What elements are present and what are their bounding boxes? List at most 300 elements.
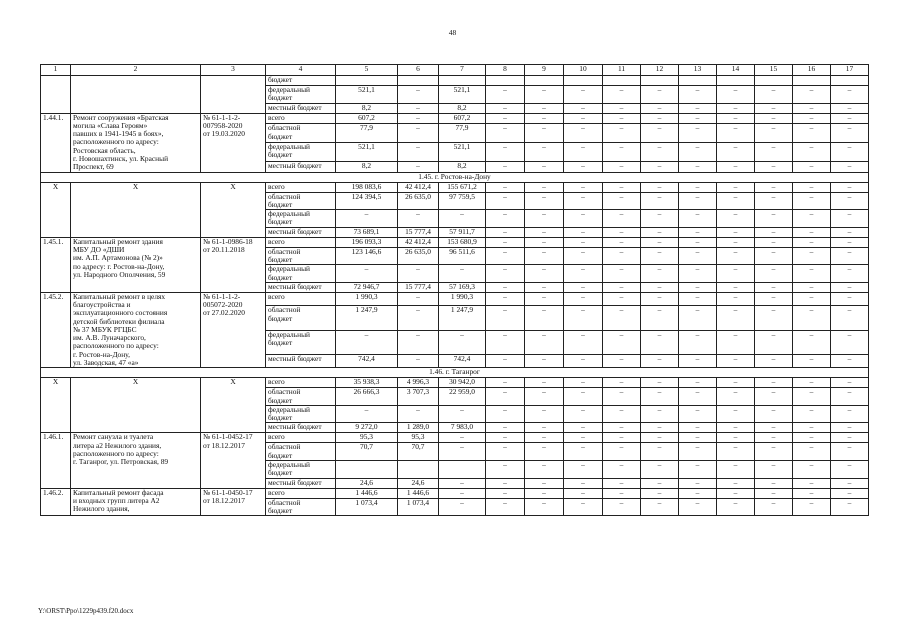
value-later-year: –	[679, 405, 717, 423]
value-later-year: –	[755, 86, 793, 104]
value-later-year: –	[793, 265, 831, 283]
value-later-year: –	[486, 405, 525, 423]
value-later-year: –	[831, 388, 869, 406]
value-later-year: –	[679, 103, 717, 113]
value-later-year: –	[679, 210, 717, 228]
value-year-1: 15 777,4	[398, 227, 439, 237]
value-year-2: 96 511,6	[439, 247, 486, 265]
value-later-year: –	[603, 378, 641, 388]
value-later-year: –	[717, 405, 755, 423]
value-later-year: –	[755, 113, 793, 124]
value-later-year: –	[831, 265, 869, 283]
value-later-year: –	[641, 103, 679, 113]
value-later-year: –	[564, 330, 603, 354]
value-later-year: –	[525, 113, 564, 124]
value-later-year: –	[564, 488, 603, 498]
value-later-year: –	[486, 237, 525, 247]
value-later-year: –	[603, 443, 641, 461]
funding-source: местный бюджет	[266, 282, 336, 292]
funding-source: областной бюджет	[266, 443, 336, 461]
table-row	[41, 237, 869, 247]
value-later-year: –	[679, 113, 717, 124]
value-total: 123 146,6	[336, 247, 398, 265]
value-later-year: –	[831, 124, 869, 143]
value-later-year: –	[603, 306, 641, 330]
value-later-year: –	[793, 113, 831, 124]
value-later-year: –	[603, 292, 641, 306]
value-later-year: –	[755, 161, 793, 172]
object-name	[71, 76, 201, 114]
value-later-year: –	[603, 103, 641, 113]
table-row	[41, 433, 869, 443]
value-year-2: –	[439, 405, 486, 423]
value-later-year: –	[717, 265, 755, 283]
value-year-1: –	[398, 86, 439, 104]
value-later-year: –	[486, 461, 525, 479]
value-year-2: 8,2	[439, 161, 486, 172]
value-later-year: –	[755, 354, 793, 368]
value-later-year: –	[679, 488, 717, 498]
value-later-year: –	[486, 306, 525, 330]
value-later-year: –	[525, 388, 564, 406]
funding-source: всего	[266, 292, 336, 306]
value-later-year: –	[525, 354, 564, 368]
value-total: 72 946,7	[336, 282, 398, 292]
funding-source: федеральный бюджет	[266, 210, 336, 228]
value-later-year: –	[793, 478, 831, 488]
value-later-year: –	[486, 210, 525, 228]
value-later-year: –	[641, 498, 679, 516]
value-later-year: –	[793, 103, 831, 113]
value-later-year: –	[486, 388, 525, 406]
value-later-year: –	[486, 488, 525, 498]
value-later-year: –	[525, 292, 564, 306]
value-later-year: –	[679, 143, 717, 162]
value-later-year: –	[679, 478, 717, 488]
value-year-1: 26 635,0	[398, 247, 439, 265]
value-later-year: –	[717, 478, 755, 488]
object-name: Х	[71, 182, 201, 237]
value-later-year: –	[679, 182, 717, 192]
value-later-year: –	[525, 227, 564, 237]
value-later-year: –	[831, 210, 869, 228]
value-later-year: –	[525, 161, 564, 172]
value-year-2: 155 671,2	[439, 182, 486, 192]
value-later-year: –	[793, 182, 831, 192]
value-later-year: –	[564, 423, 603, 433]
value-year-1: –	[398, 405, 439, 423]
value-later-year	[831, 76, 869, 86]
funding-source: федеральный бюджет	[266, 265, 336, 283]
value-later-year: –	[486, 227, 525, 237]
value-total: 198 083,6	[336, 182, 398, 192]
value-year-2: 57 911,7	[439, 227, 486, 237]
value-later-year: –	[603, 282, 641, 292]
value-later-year: –	[717, 378, 755, 388]
value-later-year: –	[564, 306, 603, 330]
value-later-year: –	[564, 282, 603, 292]
value-later-year: –	[525, 461, 564, 479]
value-later-year: –	[679, 192, 717, 210]
expertise-document: № 61-1-1-2- 007958-2020 от 19.03.2020	[201, 113, 266, 172]
column-number-header: 6	[398, 65, 439, 76]
value-year-1: 1 446,6	[398, 488, 439, 498]
value-later-year: –	[793, 282, 831, 292]
value-later-year: –	[793, 354, 831, 368]
value-later-year: –	[831, 478, 869, 488]
value-later-year: –	[564, 265, 603, 283]
funding-source: областной бюджет	[266, 247, 336, 265]
column-number-header: 11	[603, 65, 641, 76]
funding-source: местный бюджет	[266, 478, 336, 488]
value-later-year: –	[641, 461, 679, 479]
value-later-year: –	[793, 210, 831, 228]
value-later-year: –	[717, 86, 755, 104]
value-later-year: –	[525, 330, 564, 354]
value-year-2: 8,2	[439, 103, 486, 113]
item-number	[41, 76, 71, 114]
value-later-year: –	[755, 265, 793, 283]
value-later-year: –	[679, 292, 717, 306]
value-year-1: –	[398, 143, 439, 162]
object-name: Капитальный ремонт фасада и входных групп литера А2 Нежилого здания,	[71, 488, 201, 516]
value-later-year: –	[641, 227, 679, 237]
object-name: Х	[71, 378, 201, 433]
value-total: 1 247,9	[336, 306, 398, 330]
value-total: 95,3	[336, 433, 398, 443]
value-total: –	[336, 330, 398, 354]
funding-source: всего	[266, 237, 336, 247]
value-later-year: –	[831, 488, 869, 498]
value-later-year	[486, 76, 525, 86]
value-later-year: –	[679, 378, 717, 388]
expertise-document: № 61-1-0450-17 от 18.12.2017	[201, 488, 266, 516]
section-row	[41, 172, 869, 182]
value-later-year: –	[525, 265, 564, 283]
value-later-year: –	[525, 478, 564, 488]
value-later-year: –	[831, 433, 869, 443]
value-later-year: –	[641, 143, 679, 162]
value-later-year: –	[641, 423, 679, 433]
table-row	[41, 113, 869, 124]
value-later-year: –	[717, 292, 755, 306]
value-year-1: 15 777,4	[398, 282, 439, 292]
value-later-year: –	[831, 113, 869, 124]
value-later-year: –	[679, 433, 717, 443]
value-later-year: –	[831, 405, 869, 423]
value-later-year: –	[525, 192, 564, 210]
value-year-2: –	[439, 330, 486, 354]
value-later-year: –	[793, 498, 831, 516]
value-total	[336, 76, 398, 86]
value-later-year: –	[564, 247, 603, 265]
value-later-year	[679, 76, 717, 86]
value-later-year: –	[717, 330, 755, 354]
value-year-2: 742,4	[439, 354, 486, 368]
value-later-year: –	[564, 210, 603, 228]
value-later-year: –	[564, 292, 603, 306]
item-number: 1.45.2.	[41, 292, 71, 368]
value-later-year: –	[564, 405, 603, 423]
value-later-year	[755, 76, 793, 86]
funding-source: федеральный бюджет	[266, 143, 336, 162]
value-later-year: –	[603, 182, 641, 192]
object-name: Капитальный ремонт здания МБУ ДО «ДШИ им. А.П. Артамонова (№ 2)» по адресу: г. Ростов-на-Дону, ул. Народного Ополчения, 59	[71, 237, 201, 292]
value-later-year: –	[717, 124, 755, 143]
column-number-header: 4	[266, 65, 336, 76]
column-number-header: 10	[564, 65, 603, 76]
value-later-year: –	[717, 354, 755, 368]
value-later-year: –	[679, 306, 717, 330]
value-later-year: –	[793, 124, 831, 143]
value-later-year: –	[603, 237, 641, 247]
value-total: 196 093,3	[336, 237, 398, 247]
value-total: 70,7	[336, 443, 398, 461]
funding-source: местный бюджет	[266, 227, 336, 237]
value-later-year: –	[793, 292, 831, 306]
item-number: 1.46.1.	[41, 433, 71, 488]
value-later-year: –	[831, 86, 869, 104]
value-later-year: –	[603, 210, 641, 228]
value-total: 8,2	[336, 103, 398, 113]
value-year-2: 521,1	[439, 86, 486, 104]
value-total: 521,1	[336, 143, 398, 162]
value-later-year: –	[755, 423, 793, 433]
value-later-year: –	[679, 354, 717, 368]
value-later-year: –	[793, 247, 831, 265]
value-year-2: –	[439, 498, 486, 516]
value-later-year: –	[486, 103, 525, 113]
value-later-year: –	[486, 433, 525, 443]
value-later-year: –	[603, 227, 641, 237]
funding-source: всего	[266, 433, 336, 443]
value-later-year: –	[641, 433, 679, 443]
value-year-1	[398, 76, 439, 86]
value-later-year	[641, 76, 679, 86]
value-later-year: –	[641, 247, 679, 265]
value-later-year: –	[603, 488, 641, 498]
value-later-year: –	[525, 210, 564, 228]
value-later-year: –	[793, 443, 831, 461]
value-year-1: 42 412,4	[398, 237, 439, 247]
value-later-year: –	[717, 161, 755, 172]
funding-source: областной бюджет	[266, 388, 336, 406]
value-later-year: –	[755, 237, 793, 247]
value-later-year: –	[486, 354, 525, 368]
value-year-1: 1 289,0	[398, 423, 439, 433]
value-year-2: –	[439, 443, 486, 461]
value-later-year: –	[641, 478, 679, 488]
value-later-year: –	[603, 478, 641, 488]
expertise-document: Х	[201, 182, 266, 237]
funding-source: федеральный бюджет	[266, 330, 336, 354]
value-later-year	[525, 76, 564, 86]
value-later-year: –	[641, 292, 679, 306]
funding-source: всего	[266, 113, 336, 124]
value-later-year: –	[486, 478, 525, 488]
item-number: 1.46.2.	[41, 488, 71, 516]
funding-source: федеральный бюджет	[266, 86, 336, 104]
value-total: 607,2	[336, 113, 398, 124]
value-later-year: –	[793, 433, 831, 443]
expertise-document: № 61-1-0986-18 от 20.11.2018	[201, 237, 266, 292]
funding-source: бюджет	[266, 76, 336, 86]
value-year-1: –	[398, 292, 439, 306]
value-later-year: –	[755, 461, 793, 479]
funding-source: всего	[266, 182, 336, 192]
value-year-2: –	[439, 433, 486, 443]
value-later-year: –	[793, 488, 831, 498]
value-year-1: 42 412,4	[398, 182, 439, 192]
value-later-year: –	[717, 237, 755, 247]
expertise-document	[201, 76, 266, 114]
value-later-year	[603, 76, 641, 86]
value-later-year: –	[755, 124, 793, 143]
value-later-year: –	[793, 378, 831, 388]
value-year-1: –	[398, 113, 439, 124]
value-later-year: –	[831, 306, 869, 330]
value-later-year: –	[603, 161, 641, 172]
column-number-header: 12	[641, 65, 679, 76]
value-later-year: –	[641, 306, 679, 330]
value-year-2	[439, 461, 486, 479]
value-later-year: –	[831, 103, 869, 113]
item-number: Х	[41, 182, 71, 237]
value-later-year: –	[525, 103, 564, 113]
value-later-year: –	[525, 124, 564, 143]
value-later-year: –	[486, 378, 525, 388]
value-later-year: –	[755, 405, 793, 423]
column-number-header: 17	[831, 65, 869, 76]
funding-source: местный бюджет	[266, 423, 336, 433]
value-later-year: –	[793, 237, 831, 247]
value-total: –	[336, 210, 398, 228]
table-row	[41, 488, 869, 498]
value-later-year: –	[679, 124, 717, 143]
value-later-year: –	[831, 182, 869, 192]
value-year-1: –	[398, 210, 439, 228]
value-later-year: –	[564, 354, 603, 368]
value-total: 1 990,3	[336, 292, 398, 306]
value-later-year: –	[564, 237, 603, 247]
value-year-1: –	[398, 354, 439, 368]
value-later-year: –	[755, 192, 793, 210]
value-later-year: –	[679, 161, 717, 172]
value-later-year: –	[679, 86, 717, 104]
value-total: 73 689,1	[336, 227, 398, 237]
value-year-1: –	[398, 124, 439, 143]
value-year-1: –	[398, 103, 439, 113]
value-later-year: –	[603, 192, 641, 210]
value-year-2: 7 983,0	[439, 423, 486, 433]
value-later-year: –	[564, 498, 603, 516]
value-later-year: –	[755, 227, 793, 237]
table-row	[41, 182, 869, 192]
column-number-header: 2	[71, 65, 201, 76]
value-later-year: –	[525, 282, 564, 292]
item-number: 1.45.1.	[41, 237, 71, 292]
value-later-year: –	[603, 498, 641, 516]
value-year-1: 26 635,0	[398, 192, 439, 210]
value-later-year: –	[717, 488, 755, 498]
value-later-year: –	[793, 161, 831, 172]
funding-source: местный бюджет	[266, 354, 336, 368]
value-later-year: –	[603, 423, 641, 433]
value-later-year	[564, 76, 603, 86]
value-later-year: –	[486, 265, 525, 283]
value-later-year: –	[486, 423, 525, 433]
value-later-year: –	[525, 237, 564, 247]
value-year-2: 521,1	[439, 143, 486, 162]
value-later-year: –	[831, 498, 869, 516]
value-later-year: –	[793, 192, 831, 210]
funding-source: федеральный бюджет	[266, 461, 336, 479]
value-later-year: –	[755, 292, 793, 306]
value-later-year: –	[831, 461, 869, 479]
value-total: 24,6	[336, 478, 398, 488]
value-later-year: –	[679, 237, 717, 247]
value-total: 9 272,0	[336, 423, 398, 433]
value-later-year: –	[564, 192, 603, 210]
value-total: 1 446,6	[336, 488, 398, 498]
funding-source: всего	[266, 488, 336, 498]
value-year-1: 3 707,3	[398, 388, 439, 406]
value-year-1: 95,3	[398, 433, 439, 443]
value-later-year: –	[603, 143, 641, 162]
value-later-year: –	[564, 378, 603, 388]
value-later-year: –	[831, 423, 869, 433]
value-later-year: –	[831, 192, 869, 210]
value-later-year: –	[603, 86, 641, 104]
value-later-year: –	[679, 423, 717, 433]
value-later-year: –	[525, 306, 564, 330]
value-later-year: –	[717, 461, 755, 479]
value-later-year: –	[717, 433, 755, 443]
column-number-header: 7	[439, 65, 486, 76]
value-later-year: –	[755, 498, 793, 516]
expertise-document: Х	[201, 378, 266, 433]
value-later-year: –	[486, 182, 525, 192]
value-later-year: –	[755, 182, 793, 192]
value-later-year: –	[603, 433, 641, 443]
value-later-year: –	[641, 237, 679, 247]
value-later-year: –	[603, 265, 641, 283]
budget-table	[40, 64, 869, 516]
value-later-year: –	[525, 433, 564, 443]
column-number-header: 15	[755, 65, 793, 76]
value-later-year: –	[717, 113, 755, 124]
value-later-year: –	[564, 103, 603, 113]
value-year-2: 30 942,0	[439, 378, 486, 388]
funding-source: областной бюджет	[266, 124, 336, 143]
value-later-year: –	[717, 498, 755, 516]
value-year-2: 77,9	[439, 124, 486, 143]
value-later-year: –	[755, 103, 793, 113]
section-row	[41, 368, 869, 378]
value-later-year: –	[525, 405, 564, 423]
value-later-year: –	[641, 161, 679, 172]
value-later-year: –	[564, 478, 603, 488]
value-later-year: –	[717, 182, 755, 192]
value-later-year: –	[793, 405, 831, 423]
value-later-year: –	[717, 143, 755, 162]
value-year-2	[439, 76, 486, 86]
value-year-1	[398, 461, 439, 479]
page-number: 48	[448, 28, 457, 37]
value-later-year: –	[679, 282, 717, 292]
value-later-year: –	[755, 478, 793, 488]
value-later-year: –	[525, 247, 564, 265]
